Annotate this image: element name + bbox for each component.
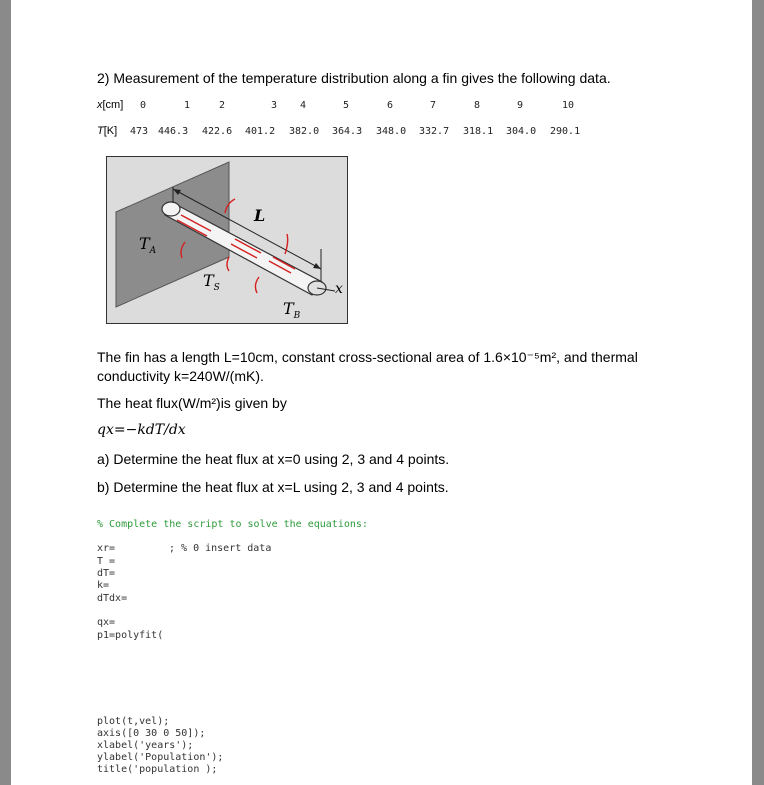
code-xr-comment: ; % 0 insert data: [169, 543, 272, 554]
t-row-var: T: [97, 125, 104, 137]
x-value: 10: [562, 100, 575, 111]
fin-figure: [106, 156, 348, 324]
code-qx: qx=: [97, 617, 116, 628]
label-tb-main: T: [283, 299, 294, 318]
x-value: 4: [300, 100, 307, 111]
code-xlabel: xlabel('years');: [97, 740, 194, 751]
code-t: T =: [97, 556, 116, 567]
label-ta: [139, 234, 156, 256]
x-value: 5: [343, 100, 350, 111]
label-ta-main: T: [139, 234, 150, 253]
label-ta-sub: A: [149, 246, 157, 257]
code-dtdx: dTdx=: [97, 593, 128, 604]
t-value: 422.6: [202, 126, 233, 137]
code-plot: plot(t,vel);: [97, 716, 170, 727]
code-k: k=: [97, 580, 110, 591]
t-value: 401.2: [245, 126, 276, 137]
t-value: 318.1: [463, 126, 494, 137]
label-x: x: [335, 281, 343, 297]
t-value: 382.0: [289, 126, 320, 137]
label-ts-main: T: [203, 271, 214, 290]
part-b: b) Determine the heat flux at x=L using 2, 3 and 4 points.: [97, 479, 449, 495]
t-row-label: [97, 125, 117, 137]
t-value: 473: [130, 126, 149, 137]
t-value: 446.3: [158, 126, 189, 137]
t-value: 348.0: [376, 126, 407, 137]
part-a: a) Determine the heat flux at x=0 using 2, 3 and 4 points.: [97, 451, 450, 467]
script-comment: % Complete the script to solve the equations:: [97, 519, 368, 530]
document-page: [11, 0, 752, 785]
x-value: 8: [474, 100, 481, 111]
label-tb: [283, 299, 300, 321]
heat-flux-equation: qx=−kdT/dx: [97, 422, 186, 438]
x-row-unit: [cm]: [102, 99, 124, 111]
x-value: 9: [517, 100, 524, 111]
fin-description-line1: The fin has a length L=10cm, constant cross-sectional area of 1.6×10⁻⁵m², and thermal: [97, 349, 638, 365]
code-xr: xr=: [97, 543, 116, 554]
t-row-unit: [K]: [103, 125, 118, 137]
code-title: title('population );: [97, 764, 218, 775]
t-value: 332.7: [419, 126, 450, 137]
label-l: L: [254, 206, 266, 225]
t-value: 364.3: [332, 126, 363, 137]
label-tb-sub: B: [293, 311, 301, 322]
t-value: 304.0: [506, 126, 537, 137]
arrow-head-right: [313, 263, 321, 269]
label-ts-sub: S: [213, 283, 220, 294]
x-row-var: x: [97, 99, 103, 111]
code-dt: dT=: [97, 568, 116, 579]
fin-description-line2: conductivity k=240W/(mK).: [97, 368, 264, 384]
code-ylabel: ylabel('Population');: [97, 752, 224, 763]
t-value: 290.1: [550, 126, 581, 137]
x-value: 6: [387, 100, 394, 111]
code-axis: axis([0 30 0 50]);: [97, 728, 206, 739]
heat-flux-intro: The heat flux(W/m²)is given by: [97, 395, 287, 411]
label-ts: [203, 271, 220, 293]
x-row-label: [97, 99, 123, 111]
x-value: 0: [140, 100, 147, 111]
x-value: 1: [184, 100, 191, 111]
fin-base-end: [162, 202, 180, 216]
question-title: 2) Measurement of the temperature distribution along a fin gives the following data.: [97, 70, 611, 86]
code-polyfit: p1=polyfit(: [97, 630, 164, 641]
x-value: 2: [219, 100, 226, 111]
x-value: 7: [430, 100, 437, 111]
x-value: 3: [271, 100, 278, 111]
